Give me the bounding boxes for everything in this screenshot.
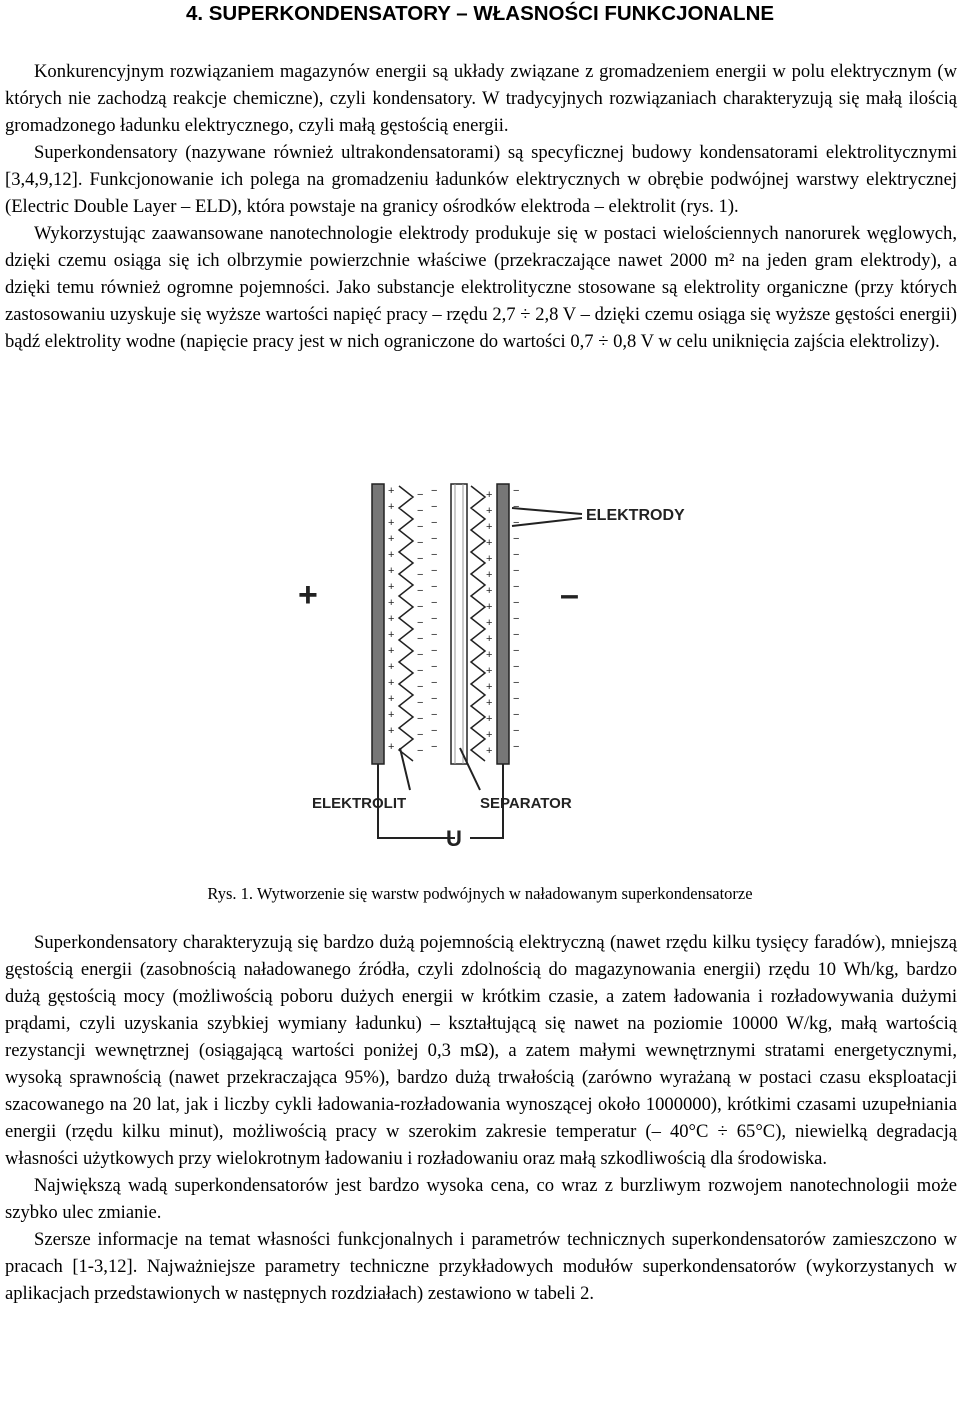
negative-charge: − [513,485,520,497]
positive-charge: + [486,713,493,725]
negative-charge: − [417,633,424,645]
label-separator: SEPARATOR [480,795,572,812]
positive-charge: + [388,501,395,513]
positive-charge: + [486,697,493,709]
positive-charge: + [486,665,493,677]
negative-charge: − [513,597,520,609]
positive-charge: + [388,485,395,497]
negative-charge: − [417,729,424,741]
left-electrode [372,484,384,764]
negative-charge: − [431,725,438,737]
supercapacitor-diagram [250,478,720,878]
positive-charge: + [486,729,493,741]
positive-charge: + [486,553,493,565]
positive-charge: + [388,549,395,561]
paragraph: Superkondensatory (nazywane również ultrakondensatorami) są specyficznej budowy kondensatorami elektrolitycznymi [3,4,9,12]. Funkcjonowanie ich polega na gromadzeniu ładunków elektrycznych w obrębie podwójnej warstwy elektrycznej (Electric Double Layer – ELD), która powstaje na granicy ośrodków elektroda – elektrolit (rys. 1). [5,142,957,217]
positive-charge: + [388,645,395,657]
positive-charge: + [486,521,493,533]
negative-charge: − [513,661,520,673]
negative-charge: − [431,501,438,513]
negative-charge: − [417,553,424,565]
positive-charge: + [486,537,493,549]
label-minus: – [560,576,579,614]
negative-charge: − [417,681,424,693]
positive-charge: + [486,585,493,597]
negative-charge: − [431,549,438,561]
negative-charge: − [417,505,424,517]
positive-charge: + [388,693,395,705]
positive-charge: + [486,745,493,757]
positive-charge: + [486,633,493,645]
positive-charge: + [486,489,493,501]
electrodes-pointer-1 [512,508,582,514]
negative-charge: − [513,613,520,625]
negative-charge: − [431,581,438,593]
positive-charge: + [388,533,395,545]
negative-charge: − [431,661,438,673]
negative-charge: − [513,549,520,561]
negative-charge: − [431,741,438,753]
positive-charge: + [486,617,493,629]
positive-charge: + [388,613,395,625]
right-electrode [497,484,509,764]
negative-charge: − [513,517,520,529]
negative-charge: − [417,649,424,661]
paragraph: Konkurencyjnym rozwiązaniem magazynów energii są układy związane z gromadzeniem energii w polu elektrycznym (w których nie zachodzą reakcje chemiczne), czyli kondensatory. W tradycyjnych rozwiązaniach charakteryzują się małą ilością gromadzonego ładunku elektrycznego, czyli małą gęstością energii. [5,61,957,136]
label-voltage: U [446,826,462,851]
electrodes-pointer-2 [512,518,582,526]
negative-charge: − [513,693,520,705]
negative-charge: − [431,645,438,657]
negative-charge: − [431,485,438,497]
paragraph: Największą wadą superkondensatorów jest bardzo wysoka cena, co wraz z burzliwym rozwojem nanotechnologii może szybko ulec zmianie. [5,1175,957,1223]
negative-charge: − [513,581,520,593]
negative-charge: − [431,565,438,577]
positive-charge: + [388,661,395,673]
positive-charge: + [388,741,395,753]
positive-charge: + [388,581,395,593]
negative-charge: − [417,601,424,613]
negative-charge: − [431,629,438,641]
negative-charge: − [431,533,438,545]
negative-charge: − [513,629,520,641]
negative-charge: − [431,709,438,721]
negative-charge: − [513,565,520,577]
positive-charge: + [388,709,395,721]
negative-charge: − [513,677,520,689]
negative-charge: − [513,533,520,545]
positive-charge: + [388,677,395,689]
label-plus: + [298,576,318,614]
section-heading: 4. SUPERKONDENSATORY – WŁASNOŚCI FUNKCJONALNE [185,2,775,25]
paragraph: Superkondensatory charakteryzują się bardzo dużą pojemnością elektryczną (nawet rzędu kilku tysięcy faradów), mniejszą gęstością energii (zasobnością naładowanego źródła, czyli zdolnością do magazynowania energii) rzędu 10 Wh/kg, bardzo dużą gęstością mocy (możliwością poboru dużych energii w krótkim czasie, a zatem ładowania i rozładowywania dużymi prądami, czyli uzyskania szybkiej wymiany ładunku) – kształtującą się nawet na poziomie 10000 W/kg, małą wartością rezystancji wewnętrznej (osiągającą wartości poniżej 0,3 mΩ), a zatem małymi wewnętrznymi stratami energetycznymi, wysoką sprawnością (nawet przekraczająca 95%), bardzo dużą trwałością (zarówno wyrażaną w postaci czasu eksploatacji szacowanego na 20 lat, jak i liczby cykli ładowania-rozładowania wynoszącej około 1000000), krótkimi czasami uzupełniania energii (rzędu kilku minut), możliwością pracy w szerokim zakresie temperatur (– 40°C ÷ 65°C), niewielką degradacją własności użytkowych przy wielokrotnym ładowaniu i rozładowaniu oraz małą szkodliwością dla środowiska. [5,932,957,1169]
paragraph-block-top [5,58,957,355]
paragraph: Wykorzystując zaawansowane nanotechnologie elektrody produkuje się w postaci wielościennych nanorurek węglowych, dzięki czemu osiąga się ich olbrzymie powierzchnie właściwe (przekraczające nawet 2000 m² na jeden gram elektrody), a dzięki temu również ogromne pojemności. Jako substancje elektrolityczne stosowane są elektrolity organiczne (przy których zastosowaniu uzyskuje się wyższe wartości napięć pracy – rzędu 2,7 ÷ 2,8 V – dzięki czemu osiąga się wyższe gęstości energii) bądź elektrolity wodne (napięcie pracy jest w nich ograniczone do wartości 0,7 ÷ 0,8 V w celu uniknięcia zajścia elektrolizy). [5,223,957,352]
left-interface-wave [399,486,413,761]
negative-charge: − [417,617,424,629]
positive-charge: + [388,597,395,609]
negative-charge: − [417,713,424,725]
right-interface-wave [471,486,485,761]
positive-charge: + [486,601,493,613]
negative-charge: − [431,677,438,689]
label-electrolyte: ELEKTROLIT [312,795,407,812]
negative-charge: − [417,537,424,549]
negative-charge: − [417,569,424,581]
positive-charge: + [486,505,493,517]
positive-charge: + [388,725,395,737]
negative-charge: − [417,585,424,597]
negative-charge: − [431,517,438,529]
negative-charge: − [513,725,520,737]
negative-charge: − [431,597,438,609]
negative-charge: − [513,709,520,721]
negative-charge: − [431,693,438,705]
negative-charge: − [417,665,424,677]
negative-charge: − [431,613,438,625]
negative-charge: − [417,745,424,757]
positive-charge: + [388,565,395,577]
separator [451,484,467,764]
positive-charge: + [486,649,493,661]
negative-charge: − [513,741,520,753]
positive-charge: + [388,517,395,529]
positive-charge: + [486,681,493,693]
negative-charge: − [417,697,424,709]
positive-charge: + [486,569,493,581]
negative-charge: − [513,645,520,657]
label-electrodes: ELEKTRODY [586,507,685,524]
negative-charge: − [417,521,424,533]
negative-charge: − [513,501,520,513]
paragraph-block-bottom [5,929,957,1307]
negative-charge: − [417,489,424,501]
paragraph: Szersze informacje na temat własności funkcjonalnych i parametrów technicznych superkondensatorów zamieszczono w pracach [1-3,12]. Najważniejsze parametry techniczne przykładowych modułów superkondensatorów (wykorzystanych w aplikacjach przedstawionych w następnych rozdziałach) zestawiono w tabeli 2. [5,1229,957,1304]
positive-charge: + [388,629,395,641]
figure-caption: Rys. 1. Wytworzenie się warstw podwójnych w naładowanym superkondensatorze [207,884,753,903]
